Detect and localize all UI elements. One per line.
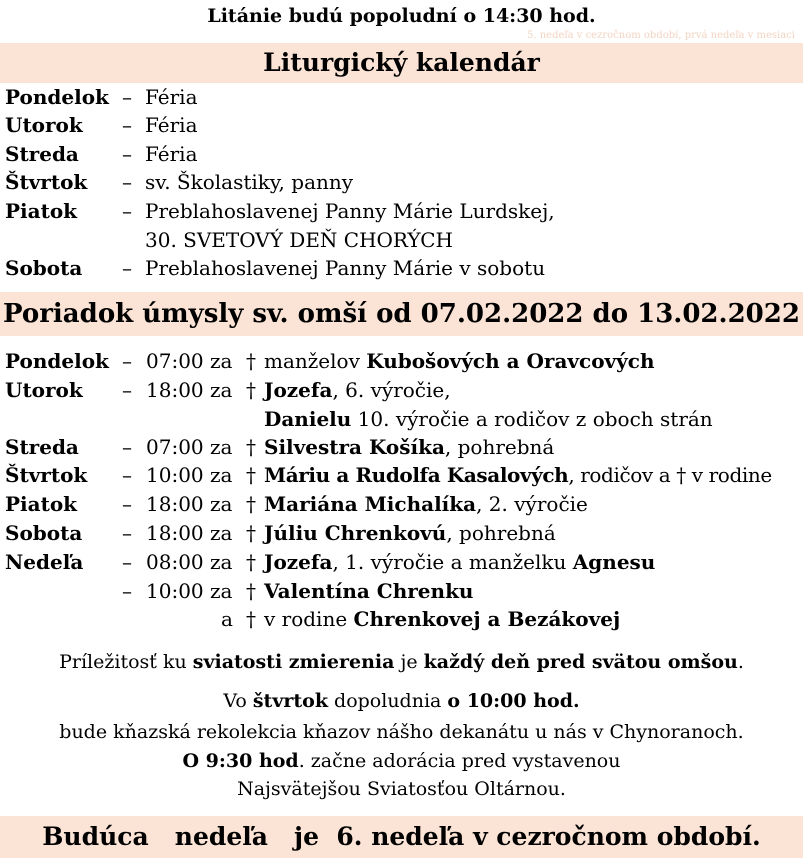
dash: – <box>122 170 132 194</box>
mass-time: 07:00 za <box>146 349 233 373</box>
mass-time: 18:00 za <box>146 521 233 545</box>
cross-icon: † <box>246 607 256 631</box>
mass-intention: Mariána Michalíka, 2. výročie <box>264 492 588 516</box>
retreat-line3: O 9:30 hod. začne adorácia pred vystavenou <box>182 750 621 772</box>
dash: – <box>122 378 132 402</box>
calendar-day: Streda <box>5 142 79 166</box>
cross-icon: † <box>246 492 256 516</box>
cross-icon: † <box>246 579 256 603</box>
cross-icon: † <box>246 349 256 373</box>
calendar-day: Štvrtok <box>5 170 88 194</box>
mass-time: 18:00 za <box>146 492 233 516</box>
mass-day: Pondelok <box>5 349 109 373</box>
calendar-day: Piatok <box>5 199 78 223</box>
mass-intention: v rodine Chrenkovej a Bezákovej <box>264 607 621 631</box>
and-word: a <box>221 607 233 631</box>
mass-intention: Jozefa, 6. výročie, <box>264 378 451 402</box>
dash: – <box>122 492 132 516</box>
cross-icon: † <box>246 521 256 545</box>
calendar-text: Féria <box>145 142 198 166</box>
mass-intention: Valentína Chrenku <box>264 579 474 603</box>
cross-icon: † <box>246 550 256 574</box>
calendar-title: Liturgický kalendár <box>0 43 803 83</box>
dash: – <box>122 579 132 603</box>
dash: – <box>122 349 132 373</box>
dash: – <box>122 85 132 109</box>
mass-day: Streda <box>5 435 79 459</box>
calendar-day: Pondelok <box>5 85 109 109</box>
confession-note: Príležitosť ku sviatosti zmierenia je každý deň pred svätou omšou. <box>59 651 744 673</box>
mass-intention: Máriu a Rudolfa Kasalových, rodičov a † v rodine <box>264 463 772 487</box>
calendar-text-line2: 30. SVETOVÝ DEŇ CHORÝCH <box>145 228 453 252</box>
calendar-text: Preblahoslavenej Panny Márie Lurdskej, <box>145 199 555 223</box>
calendar-day: Utorok <box>5 113 83 137</box>
faint-note: 5. nedeľa v cezročnom období, prvá nedeľa v mesiaci <box>527 30 795 41</box>
dash: – <box>122 142 132 166</box>
retreat-line2: bude kňazská rekolekcia kňazov nášho dekanátu u nás v Chynoranoch. <box>59 721 744 743</box>
mass-day: Sobota <box>5 521 83 545</box>
cross-icon: † <box>246 463 256 487</box>
cross-icon: † <box>246 435 256 459</box>
cross-icon: † <box>246 378 256 402</box>
calendar-text: Preblahoslavenej Panny Márie v sobotu <box>145 256 546 280</box>
mass-day: Utorok <box>5 378 83 402</box>
mass-intention: Júliu Chrenkovú, pohrebná <box>264 521 556 545</box>
mass-day: Štvrtok <box>5 463 88 487</box>
dash: – <box>122 113 132 137</box>
next-sunday-banner: Budúca nedeľa je 6. nedeľa v cezročnom období. <box>0 816 803 858</box>
retreat-line1: Vo štvrtok dopoludnia o 10:00 hod. <box>223 690 580 712</box>
mass-day: Piatok <box>5 492 78 516</box>
masses-title: Poriadok úmysly sv. omší od 07.02.2022 do 13.02.2022 <box>0 292 803 336</box>
mass-time: 08:00 za <box>146 550 233 574</box>
dash: – <box>122 199 132 223</box>
top-note: Litánie budú popoludní o 14:30 hod. <box>207 5 596 27</box>
mass-time: 18:00 za <box>146 378 233 402</box>
retreat-line4: Najsvätejšou Sviatosťou Oltárnou. <box>237 778 566 800</box>
dash: – <box>122 435 132 459</box>
mass-time: 10:00 za <box>146 579 233 603</box>
mass-intention: Jozefa, 1. výročie a manželku Agnesu <box>264 550 656 574</box>
mass-intention-line2: Danielu 10. výročie a rodičov z oboch strán <box>264 407 713 431</box>
mass-day: Nedeľa <box>5 550 84 574</box>
mass-time: 10:00 za <box>146 463 233 487</box>
dash: – <box>122 550 132 574</box>
calendar-text: Féria <box>145 113 198 137</box>
dash: – <box>122 521 132 545</box>
dash: – <box>122 463 132 487</box>
mass-intention: manželov Kubošových a Oravcových <box>264 349 655 373</box>
calendar-text: Féria <box>145 85 198 109</box>
calendar-day: Sobota <box>5 256 83 280</box>
calendar-text: sv. Školastiky, panny <box>145 170 354 194</box>
mass-intention: Silvestra Košíka, pohrebná <box>264 435 555 459</box>
mass-time: 07:00 za <box>146 435 233 459</box>
dash: – <box>122 256 132 280</box>
